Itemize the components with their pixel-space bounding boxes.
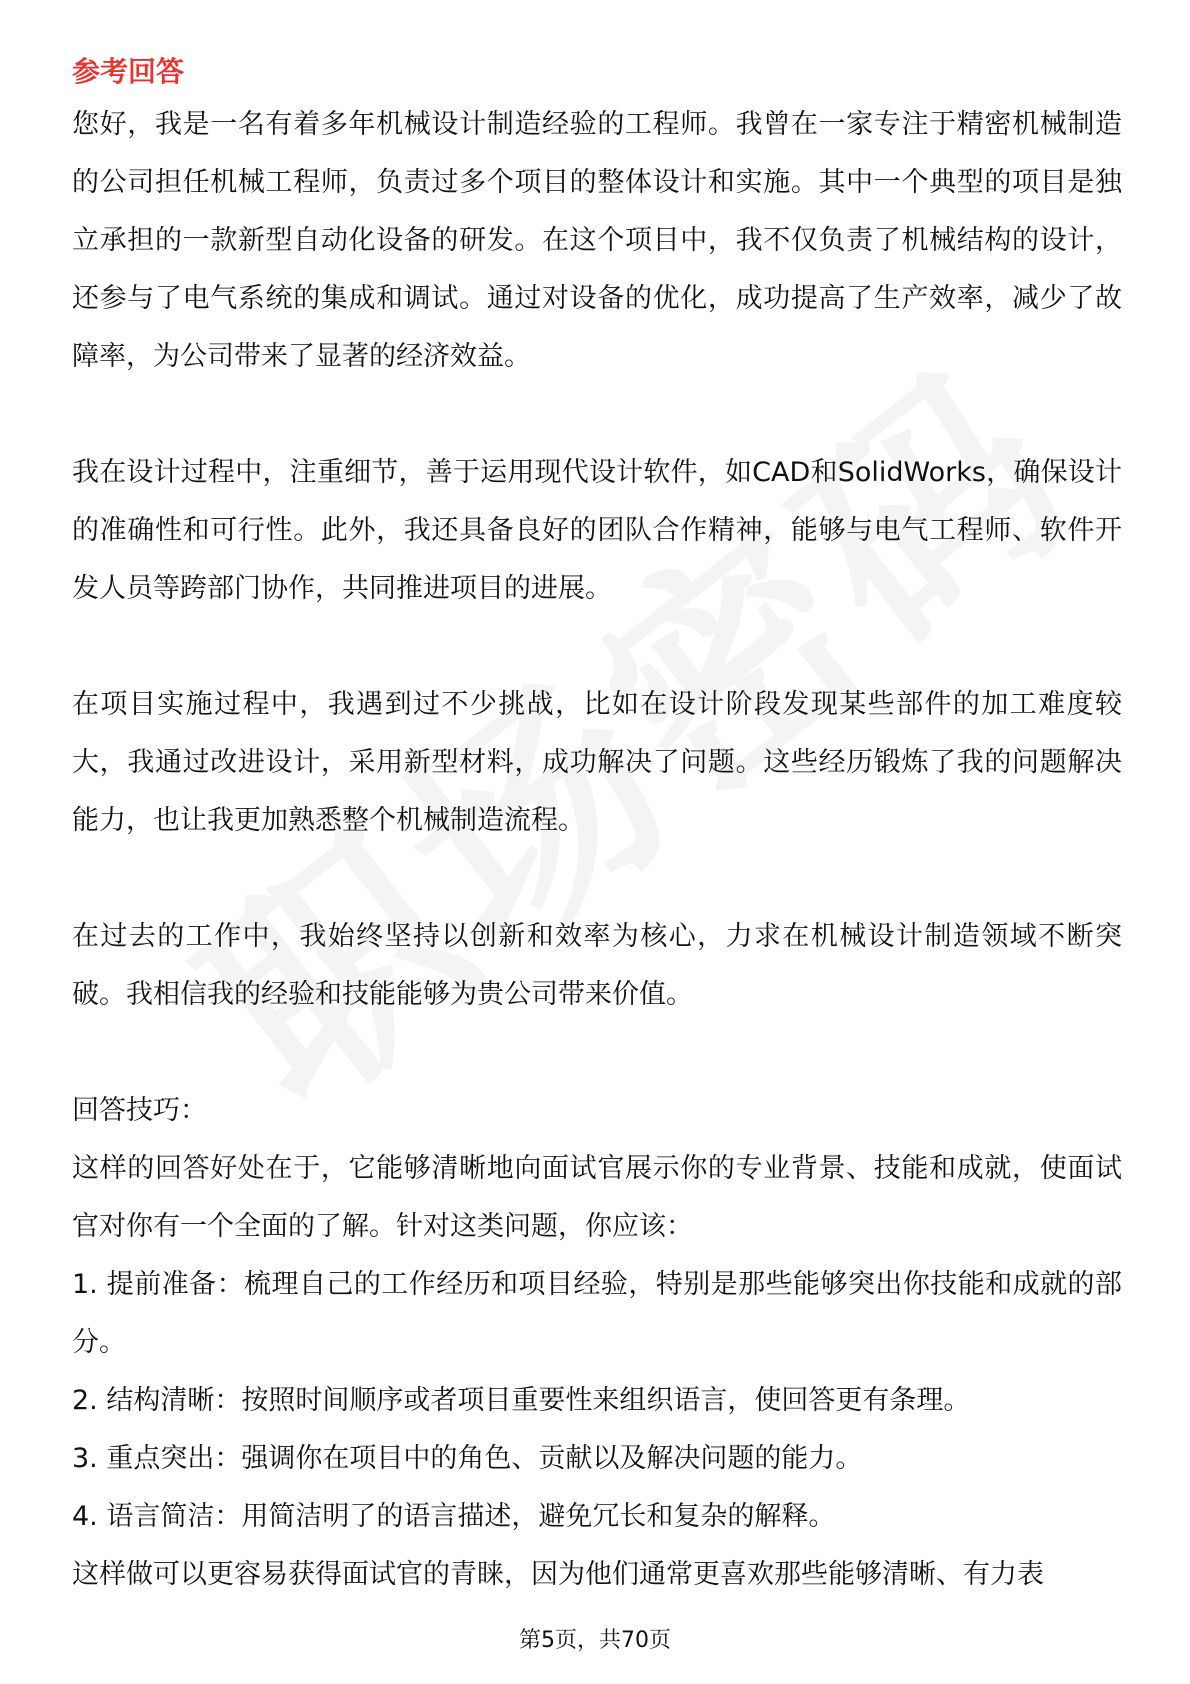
answer-paragraph-3: 在项目实施过程中，我遇到过不少挑战，比如在设计阶段发现某些部件的加工难度较大，我通过改进设计，采用新型材料，成功解决了问题。这些经历锻炼了我的问题解决能力，也让我更加熟悉整个机械制造流程。 [72,689,1122,836]
tips-list-item-2: 2. 结构清晰：按照时间顺序或者项目重要性来组织语言，使回答更有条理。 [72,1385,971,1416]
page-content [72,48,1122,1604]
tips-list-item-1: 1. 提前准备：梳理自己的工作经历和项目经验，特别是那些能够突出你技能和成就的部分。 [72,1269,1122,1358]
section-title: 参考回答 [72,55,185,88]
tips-heading: 回答技巧： [72,1095,207,1126]
page-indicator: 第5页，共70页 [519,1628,671,1653]
tips-list-item-4: 4. 语言简洁：用简洁明了的语言描述，避免冗长和复杂的解释。 [72,1501,836,1532]
tips-closing: 这样做可以更容易获得面试官的青睐，因为他们通常更喜欢那些能够清晰、有力表 [72,1559,1044,1590]
tips-intro: 这样的回答好处在于，它能够清晰地向面试官展示你的专业背景、技能和成就，使面试官对你有一个全面的了解。针对这类问题，你应该： [72,1153,1122,1242]
answer-paragraph-1: 您好，我是一名有着多年机械设计制造经验的工程师。我曾在一家专注于精密机械制造的公司担任机械工程师，负责过多个项目的整体设计和实施。其中一个典型的项目是独立承担的一款新型自动化设备的研发。在这个项目中，我不仅负责了机械结构的设计，还参与了电气系统的集成和调试。通过对设备的优化，成功提高了生产效率，减少了故障率，为公司带来了显著的经济效益。 [72,109,1122,372]
answer-paragraph-2: 我在设计过程中，注重细节，善于运用现代设计软件，如CAD和SolidWorks，确保设计的准确性和可行性。此外，我还具备良好的团队合作精神，能够与电气工程师、软件开发人员等跨部门协作，共同推进项目的进展。 [72,457,1122,604]
answer-paragraph-4: 在过去的工作中，我始终坚持以创新和效率为核心，力求在机械设计制造领域不断突破。我相信我的经验和技能能够为贵公司带来价值。 [72,921,1122,1010]
tips-list-item-3: 3. 重点突出：强调你在项目中的角色、贡献以及解决问题的能力。 [72,1443,863,1474]
